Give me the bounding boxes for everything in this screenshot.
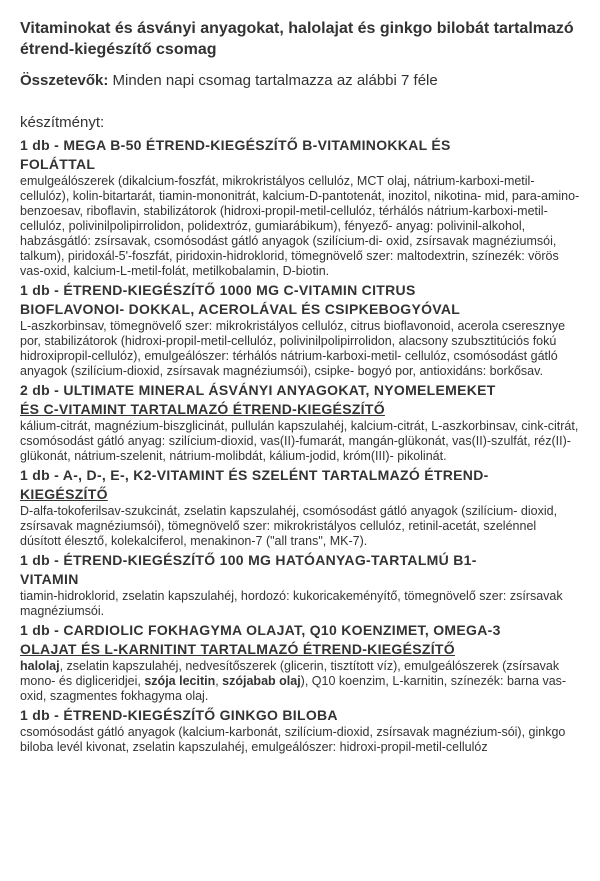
product-heading-line: 1 db - ÉTREND-KIEGÉSZÍTŐ 100 MG HATÓANYAG-TARTALMÚ B1- — [20, 552, 477, 568]
product-heading-line: ÉS C-VITAMINT TARTALMAZÓ ÉTREND-KIEGÉSZÍTŐ — [20, 401, 385, 417]
product-heading-line: 1 db - CARDIOLIC FOKHAGYMA OLAJAT, Q10 KOENZIMET, OMEGA-3 — [20, 622, 501, 638]
product-heading — [20, 551, 580, 589]
product-heading-line: BIOFLAVONOI- DOKKAL, ACEROLÁVAL ÉS CSIPKEBOGYÓVAL — [20, 301, 461, 317]
product-section — [20, 281, 580, 379]
allergen-text: szója lecitin — [144, 674, 216, 688]
product-ingredients: L-aszkorbinsav, tömegnövelő szer: mikrokristályos cellulóz, citrus bioflavonoid, acerola cseresznye por, stabilizátorok (hidroxi-propil-metil-cellulóz, polivinilpolipirrolidon, alacsony szubsztitúciós fokú hidroxipropil-cellulóz), emulgeálószer: térhálós nátrium-karboxi-metil- cellulóz, csomósodást gátló anyagok (szilícium-dioxid, zsírsavak magnéziumsói), csipke- bogyó por, antioxidáns: borkősav. — [20, 319, 566, 378]
product-heading — [20, 621, 580, 659]
ingredients-intro-text: Minden napi csomag tartalmazza az alábbi 7 féle — [108, 72, 438, 89]
ingredient-text: , zselatin kapszulahéj, nedvesítőszerek (glicerin, tisztított víz), emulgeálószerek (zsírsavak mono- és digliceridjei, — [20, 659, 560, 688]
product-heading-line: 1 db - ÉTREND-KIEGÉSZÍTŐ 1000 MG C-VITAMIN CITRUS — [20, 282, 416, 298]
product-section — [20, 621, 580, 704]
product-ingredients: tiamin-hidroklorid, zselatin kapszulahéj, hordozó: kukoricakeményítő, tömegnövelő szer: zsírsavak magnéziumsói. — [20, 589, 563, 618]
product-heading — [20, 466, 580, 504]
product-section — [20, 381, 580, 464]
allergen-text: halolaj — [20, 659, 60, 673]
allergen-text: szójabab olaj — [222, 674, 301, 688]
product-heading-line: OLAJAT ÉS L-KARNITINT TARTALMAZÓ ÉTREND-KIEGÉSZÍTŐ — [20, 641, 455, 657]
ingredient-text: , — [215, 674, 223, 688]
product-heading-line: VITAMIN — [20, 571, 79, 587]
product-heading — [20, 706, 580, 725]
product-heading-line: 1 db - ÉTREND-KIEGÉSZÍTŐ GINKGO BILOBA — [20, 707, 338, 723]
product-ingredients: kálium-citrát, magnézium-biszglicinát, pullulán kapszulahéj, kalcium-citrát, L-aszkorbinsav, cink-citrát, csomósodást gátló anyag: szilícium-dioxid, vas(II)-fumarát, mangán-glükonát, vas(II)-szulfát, réz(II)-glükonát, nátrium-szelenit, nátrium-molibdát, kálium-jodid, króm(III)- pikolinát. — [20, 419, 579, 463]
product-section — [20, 551, 580, 619]
ingredient-text: ), Q10 koenzim, L-karnitin, színezék: barna vas-oxid, szagmentes fokhagyma olaj. — [20, 674, 567, 703]
product-section — [20, 136, 580, 279]
product-heading — [20, 136, 580, 174]
product-heading-line: 1 db - MEGA B-50 ÉTREND-KIEGÉSZÍTŐ B-VITAMINOKKAL ÉS — [20, 137, 451, 153]
product-section — [20, 466, 580, 549]
product-heading-line: KIEGÉSZÍTŐ — [20, 486, 108, 502]
ingredients-intro-continued: készítményt: — [20, 114, 105, 131]
product-ingredients — [20, 659, 580, 704]
ingredients-intro — [20, 70, 580, 91]
product-ingredients: csomósodást gátló anyagok (kalcium-karbonát, szilícium-dioxid, zsírsavak magnézium-sói), ginkgo biloba levél kivonat, zselatin kapszulahéj, emulgeálószer: hidroxi-propil-metil-cellulóz — [20, 725, 566, 754]
product-heading-line: 2 db - ULTIMATE MINERAL ÁSVÁNYI ANYAGOKAT, NYOMELEMEKET — [20, 382, 496, 398]
product-ingredients: D-alfa-tokoferilsav-szukcinát, zselatin kapszulahéj, csomósodást gátló anyagok (szilícium- dioxid, zsírsavak magnéziumsói), tömegnövelő szer: mikrokristályos cellulóz, retinil-acetát, szelénnel dúsított élesztő, kolekalciferol, menakinon-7 ("all trans", MK-7). — [20, 504, 558, 548]
document-title: Vitaminokat és ásványi anyagokat, halolajat és ginkgo bilobát tartalmazó étrend-kiegészítő csomag — [20, 20, 574, 58]
product-section — [20, 706, 580, 755]
product-heading-line: 1 db - A-, D-, E-, K2-VITAMINT ÉS SZELÉNT TARTALMAZÓ ÉTREND- — [20, 467, 489, 483]
product-heading-line: FOLÁTTAL — [20, 156, 96, 172]
product-ingredients: emulgeálószerek (dikalcium-foszfát, mikrokristályos cellulóz, MCT olaj, nátrium-karboxi-metil-cellulóz), kolin-bitartarát, tiamin-mononitrát, kalcium-D-pantotenát, inozitol, nikotina- mid, para-amino-benzoesav, riboflavin, stabilizátorok (hidroxi-propil-metil-cellulóz, térhálós nátrium-karboxi-metil-cellulóz, polivinilpolipirrolidon, polidextróz, gumiarábikum), fényező- anyag: polivinil-alkohol, habzásgátló: zsírsavak, csomósodást gátló anyagok (szilícium-di- oxid, zsírsavak magnéziumsói, talkum), piridoxál-5'-foszfát, piridoxin-hidroklorid, tömegnövelő szer: maltodextrin, színezék: vörös vas-oxid, kalcium-L-metil-folát, metilkobalamin, D-biotin. — [20, 174, 580, 278]
ingredients-label: Összetevők: — [20, 72, 109, 89]
product-heading — [20, 381, 580, 419]
product-heading — [20, 281, 580, 319]
